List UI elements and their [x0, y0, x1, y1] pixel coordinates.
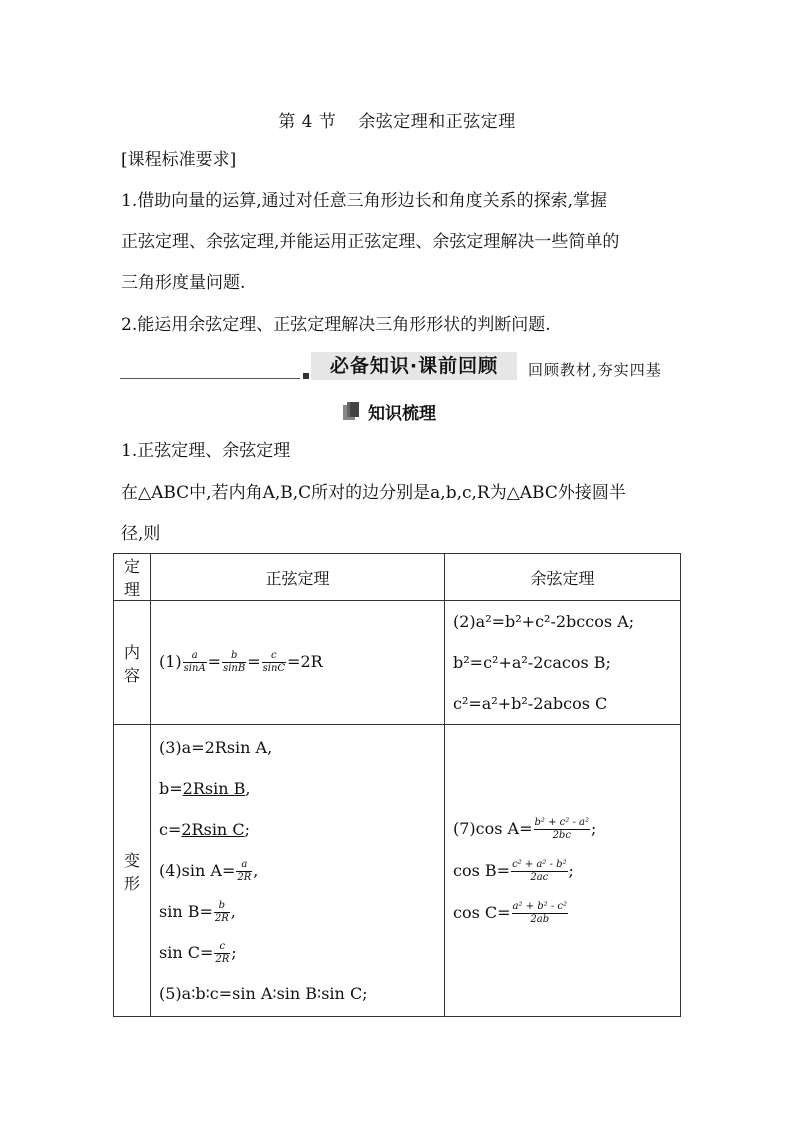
fraction: $\frac{\text{a² + b² - c²}}{2ab}$: [512, 900, 568, 925]
cosine-law-content: [445, 601, 681, 725]
standards-heading: [课程标准要求]: [121, 150, 237, 170]
fraction: $\frac{a}{2R}$: [237, 859, 252, 883]
standards-p2: 2.能运用余弦定理、正弦定理解决三角形形状的判断问题.: [121, 315, 551, 335]
standards-p1-line1: 1.借助向量的运算,通过对任意三角形边长和角度关系的探索,掌握: [121, 191, 608, 211]
banner-rule: [120, 378, 300, 379]
section-heading: 知识梳理: [368, 404, 436, 424]
cos-formula-a: (2)a²=b²+c²-2bccos A;: [453, 612, 635, 631]
transform-4a: (4)sin A= $\frac{a}{2R}$ ,: [159, 859, 259, 883]
blank-answer: 2Rsin B: [182, 779, 246, 798]
transform-4b: sin B= $\frac{b}{2R}$ ,: [159, 900, 236, 924]
fraction-c-sinC: $\frac{c}{\sin C}$: [262, 650, 286, 674]
fraction: $\frac{\text{c² + a² - b²}}{2ac}$: [512, 858, 567, 883]
header-sine-law: 正弦定理: [151, 554, 445, 601]
blank-answer: 2Rsin C: [181, 820, 245, 839]
table-row-content: [114, 601, 681, 725]
section-name: 余弦定理和正弦定理: [358, 112, 516, 132]
standards-p1-line3: 三角形度量问题.: [121, 273, 246, 293]
sine-prefix: (1): [159, 652, 182, 671]
fraction-b-sinB: $\frac{b}{\sin B}$: [223, 650, 246, 674]
fraction: $\frac{\text{b² + c² - a²}}{2bc}$: [534, 816, 589, 841]
fraction: $\frac{b}{2R}$: [214, 900, 229, 924]
page-title: [0, 107, 794, 132]
intro-line1: 在△ABC中,若内角A,B,C所对的边分别是a,b,c,R为△ABC外接圆半: [121, 483, 626, 503]
table-row-transform: [114, 725, 681, 1017]
header-cosine-law: 余弦定理: [445, 554, 681, 601]
standards-p1-line2: 正弦定理、余弦定理,并能运用正弦定理、余弦定理解决一些简单的: [121, 232, 620, 252]
transform-4c: sin C= $\frac{c}{2R}$ ;: [159, 941, 237, 965]
sine-law-transform: [151, 725, 445, 1017]
cosine-law-transform: [445, 725, 681, 1017]
transform-3c: c=2Rsin C;: [159, 820, 250, 839]
banner-title: 必备知识·课前回顾: [311, 352, 517, 380]
row-label-content: 内容: [114, 601, 151, 725]
fraction-a-sinA: $\frac{a}{\sin A}$: [183, 650, 206, 674]
cos-ratio-a: (7)cos A= $\frac{\text{b² + c² - a²}}{2bc}$ ;: [453, 816, 597, 841]
transform-3b: b=2Rsin B,: [159, 779, 251, 798]
sine-law-content: (1) $\frac{a}{\sin A}$ = $\frac{b}{\sin B}$ = $\frac{c}{\sin C}$ =2R: [151, 601, 445, 725]
header-theorem: 定理: [114, 554, 151, 601]
topic-heading: 1.正弦定理、余弦定理: [121, 441, 291, 461]
cos-ratio-c: cos C= $\frac{\text{a² + b² - c²}}{2ab}$: [453, 900, 568, 925]
intro-line2: 径,则: [121, 524, 161, 544]
transform-3a: (3)a=2Rsin A,: [159, 738, 273, 757]
banner-subtitle: 回顾教材,夯实四基: [528, 361, 662, 379]
banner-marker: [303, 373, 309, 379]
table-header-row: [114, 554, 681, 601]
theorem-table: [113, 553, 681, 1017]
row-label-transform: 变形: [114, 725, 151, 1017]
section-number: 第 4 节: [278, 112, 337, 132]
transform-5: (5)a∶b∶c=sin A∶sin B∶sin C;: [159, 984, 368, 1003]
cos-formula-b: b²=c²+a²-2cacos B;: [453, 653, 611, 672]
section-bookmark-icon: [343, 402, 361, 420]
cos-ratio-b: cos B= $\frac{\text{c² + a² - b²}}{2ac}$ ;: [453, 858, 574, 883]
cos-formula-c: c²=a²+b²-2abcos C: [453, 694, 608, 713]
fraction: $\frac{c}{2R}$: [215, 941, 230, 965]
sine-result: =2R: [287, 652, 323, 671]
